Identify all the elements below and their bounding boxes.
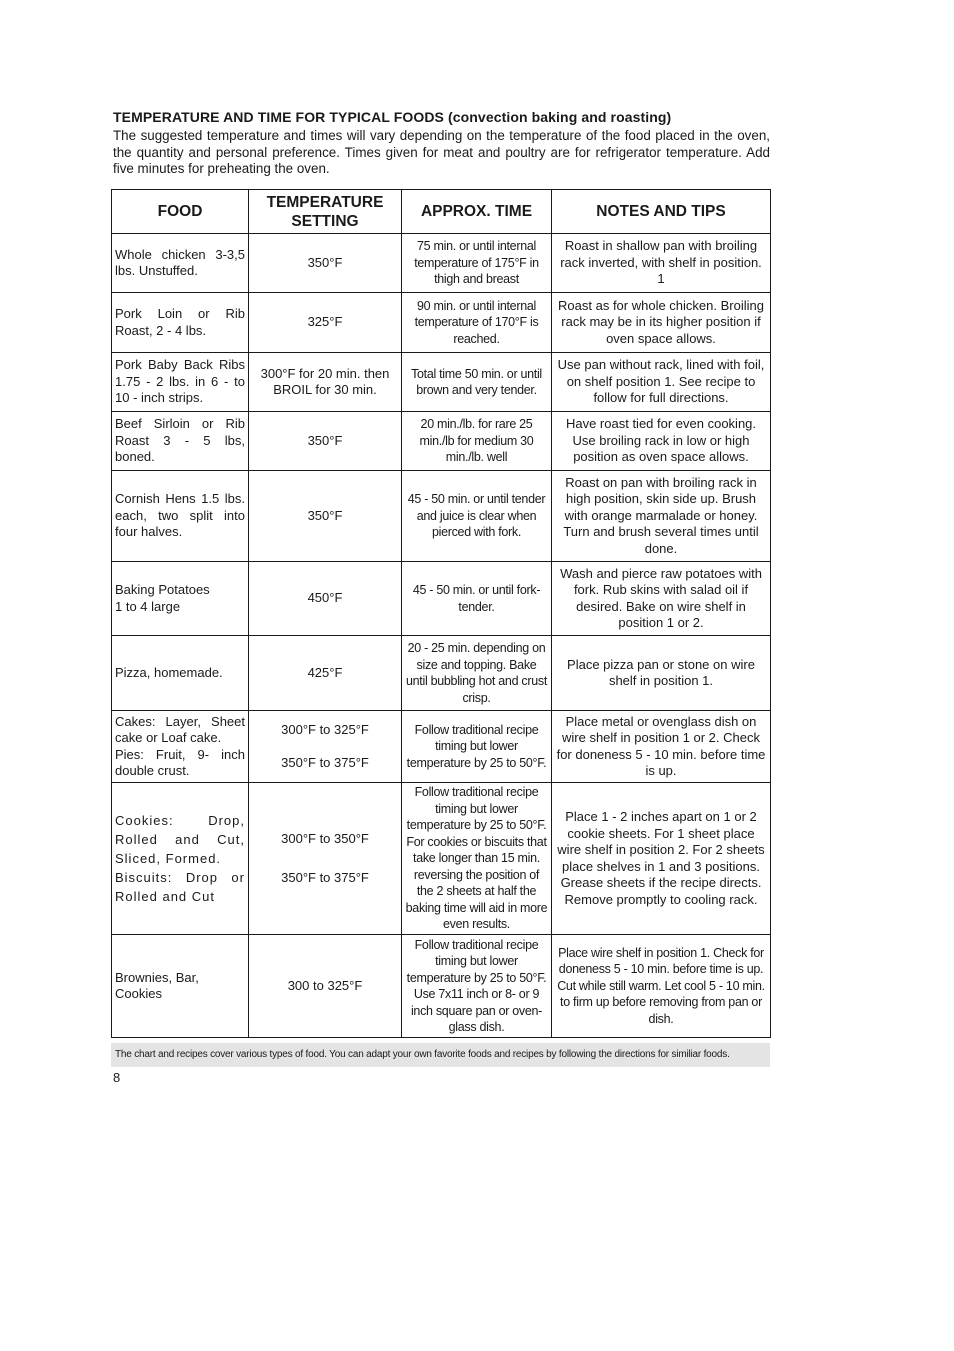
time-cell: 20 - 25 min. depending on size and topping. Bake until bubbling hot and crust crisp. xyxy=(402,636,552,711)
time-cell: Total time 50 min. or until brown and very tender. xyxy=(402,353,552,412)
table-header-row xyxy=(112,190,771,234)
time-cell: Follow traditional recipe timing but lower temperature by 25 to 50°F. xyxy=(402,711,552,783)
header-notes: NOTES AND TIPS xyxy=(552,190,771,234)
food-cell: Brownies, Bar, Cookies xyxy=(112,935,249,1038)
table-row xyxy=(112,353,771,412)
notes-cell: Roast as for whole chicken. Broiling rack may be in its higher position if oven space allows. xyxy=(552,293,771,353)
time-cell: 90 min. or until internal temperature of 170°F is reached. xyxy=(402,293,552,353)
temp-value: 300°F to 325°F xyxy=(281,722,369,737)
notes-cell: Place metal or ovenglass dish on wire shelf in position 1 or 2. Check for doneness 5 - 10 min. before time is up. xyxy=(552,711,771,783)
temp-value-2: 350°F to 375°F xyxy=(281,754,369,770)
table-row xyxy=(112,636,771,711)
food-cell: Cornish Hens 1.5 lbs. each, two split into four halves. xyxy=(112,471,249,562)
section-heading: TEMPERATURE AND TIME FOR TYPICAL FOODS (convection baking and roasting) xyxy=(113,109,672,125)
temp-cell: 325°F xyxy=(249,293,402,353)
cooking-table xyxy=(111,189,771,1038)
temp-cell: 425°F xyxy=(249,636,402,711)
food-cell: Cakes: Layer, Sheet cake or Loaf cake. Pies: Fruit, 9- inch double crust. xyxy=(112,711,249,783)
notes-cell: Place wire shelf in position 1. Check for doneness 5 - 10 min. before time is up. Cut while still warm. Let cool 5 - 10 min. to firm up before removing from pan or dish. xyxy=(552,935,771,1038)
header-temperature: TEMPERATURE SETTING xyxy=(249,190,402,234)
time-cell: 45 - 50 min. or until tender and juice is clear when pierced with fork. xyxy=(402,471,552,562)
food-cell: Whole chicken 3-3,5 lbs. Unstuffed. xyxy=(112,234,249,293)
temp-cell: 350°F xyxy=(249,471,402,562)
temp-cell: 350°F xyxy=(249,412,402,471)
temp-cell xyxy=(249,783,402,935)
temp-cell: 300°F for 20 min. then BROIL for 30 min. xyxy=(249,353,402,412)
time-cell: 75 min. or until internal temperature of 175°F in thigh and breast xyxy=(402,234,552,293)
food-cell: Beef Sirloin or Rib Roast 3 - 5 lbs, boned. xyxy=(112,412,249,471)
temp-cell xyxy=(249,711,402,783)
table-row xyxy=(112,412,771,471)
table-row xyxy=(112,471,771,562)
temp-cell: 350°F xyxy=(249,234,402,293)
food-cell: Cookies: Drop, Rolled and Cut, Sliced, Formed. Biscuits: Drop or Rolled and Cut xyxy=(112,783,249,935)
table-row xyxy=(112,935,771,1038)
table-row xyxy=(112,293,771,353)
notes-cell: Roast in shallow pan with broiling rack inverted, with shelf in position. 1 xyxy=(552,234,771,293)
notes-cell: Roast on pan with broiling rack in high position, skin side up. Brush with orange marmalade or honey. Turn and brush several times until done. xyxy=(552,471,771,562)
notes-cell: Place pizza pan or stone on wire shelf in position 1. xyxy=(552,636,771,711)
header-time: APPROX. TIME xyxy=(402,190,552,234)
food-cell: Pizza, homemade. xyxy=(112,636,249,711)
time-cell: Follow traditional recipe timing but lower temperature by 25 to 50°F. For cookies or biscuits that take longer than 15 min. reversing the position of the 2 sheets at half the baking time will aid in more even results. xyxy=(402,783,552,935)
temp-cell: 300 to 325°F xyxy=(249,935,402,1038)
notes-cell: Place 1 - 2 inches apart on 1 or 2 cookie sheets. For 1 sheet place wire shelf in position 2. For 2 sheets place shelves in 1 and 3 positions. Grease sheets if the recipe directs. Remove promptly to cooling rack. xyxy=(552,783,771,935)
time-cell: Follow traditional recipe timing but lower temperature by 25 to 50°F. Use 7x11 inch or 8- or 9 inch square pan or oven-glass dish. xyxy=(402,935,552,1038)
notes-cell: Use pan without rack, lined with foil, on shelf position 1. See recipe to follow for full directions. xyxy=(552,353,771,412)
table-row xyxy=(112,711,771,783)
food-cell: Pork Baby Back Ribs 1.75 - 2 lbs. in 6 - to 10 - inch strips. xyxy=(112,353,249,412)
header-food: FOOD xyxy=(112,190,249,234)
table-row xyxy=(112,234,771,293)
food-cell: Pork Loin or Rib Roast, 2 - 4 lbs. xyxy=(112,293,249,353)
notes-cell: Wash and pierce raw potatoes with fork. Rub skins with salad oil if desired. Bake on wire shelf in position 1 or 2. xyxy=(552,562,771,636)
footer-note: The chart and recipes cover various types of food. You can adapt your own favorite foods and recipes by following the directions for similiar foods. xyxy=(111,1043,770,1067)
time-cell: 45 - 50 min. or until fork-tender. xyxy=(402,562,552,636)
temp-value: 300°F to 350°F xyxy=(281,831,369,846)
notes-cell: Have roast tied for even cooking. Use broiling rack in low or high position as oven space allows. xyxy=(552,412,771,471)
time-cell: 20 min./lb. for rare 25 min./lb for medium 30 min./lb. well xyxy=(402,412,552,471)
table-row xyxy=(112,562,771,636)
temp-value-2: 350°F to 375°F xyxy=(281,869,369,885)
table-row xyxy=(112,783,771,935)
page-number: 8 xyxy=(113,1070,121,1085)
intro-paragraph: The suggested temperature and times will vary depending on the temperature of the food placed in the oven, the quantity and personal preference. Times given for meat and poultry are for refrigerator temperature. Add five minutes for preheating the oven. xyxy=(113,128,770,176)
food-cell: Baking Potatoes 1 to 4 large xyxy=(112,562,249,636)
temp-cell: 450°F xyxy=(249,562,402,636)
